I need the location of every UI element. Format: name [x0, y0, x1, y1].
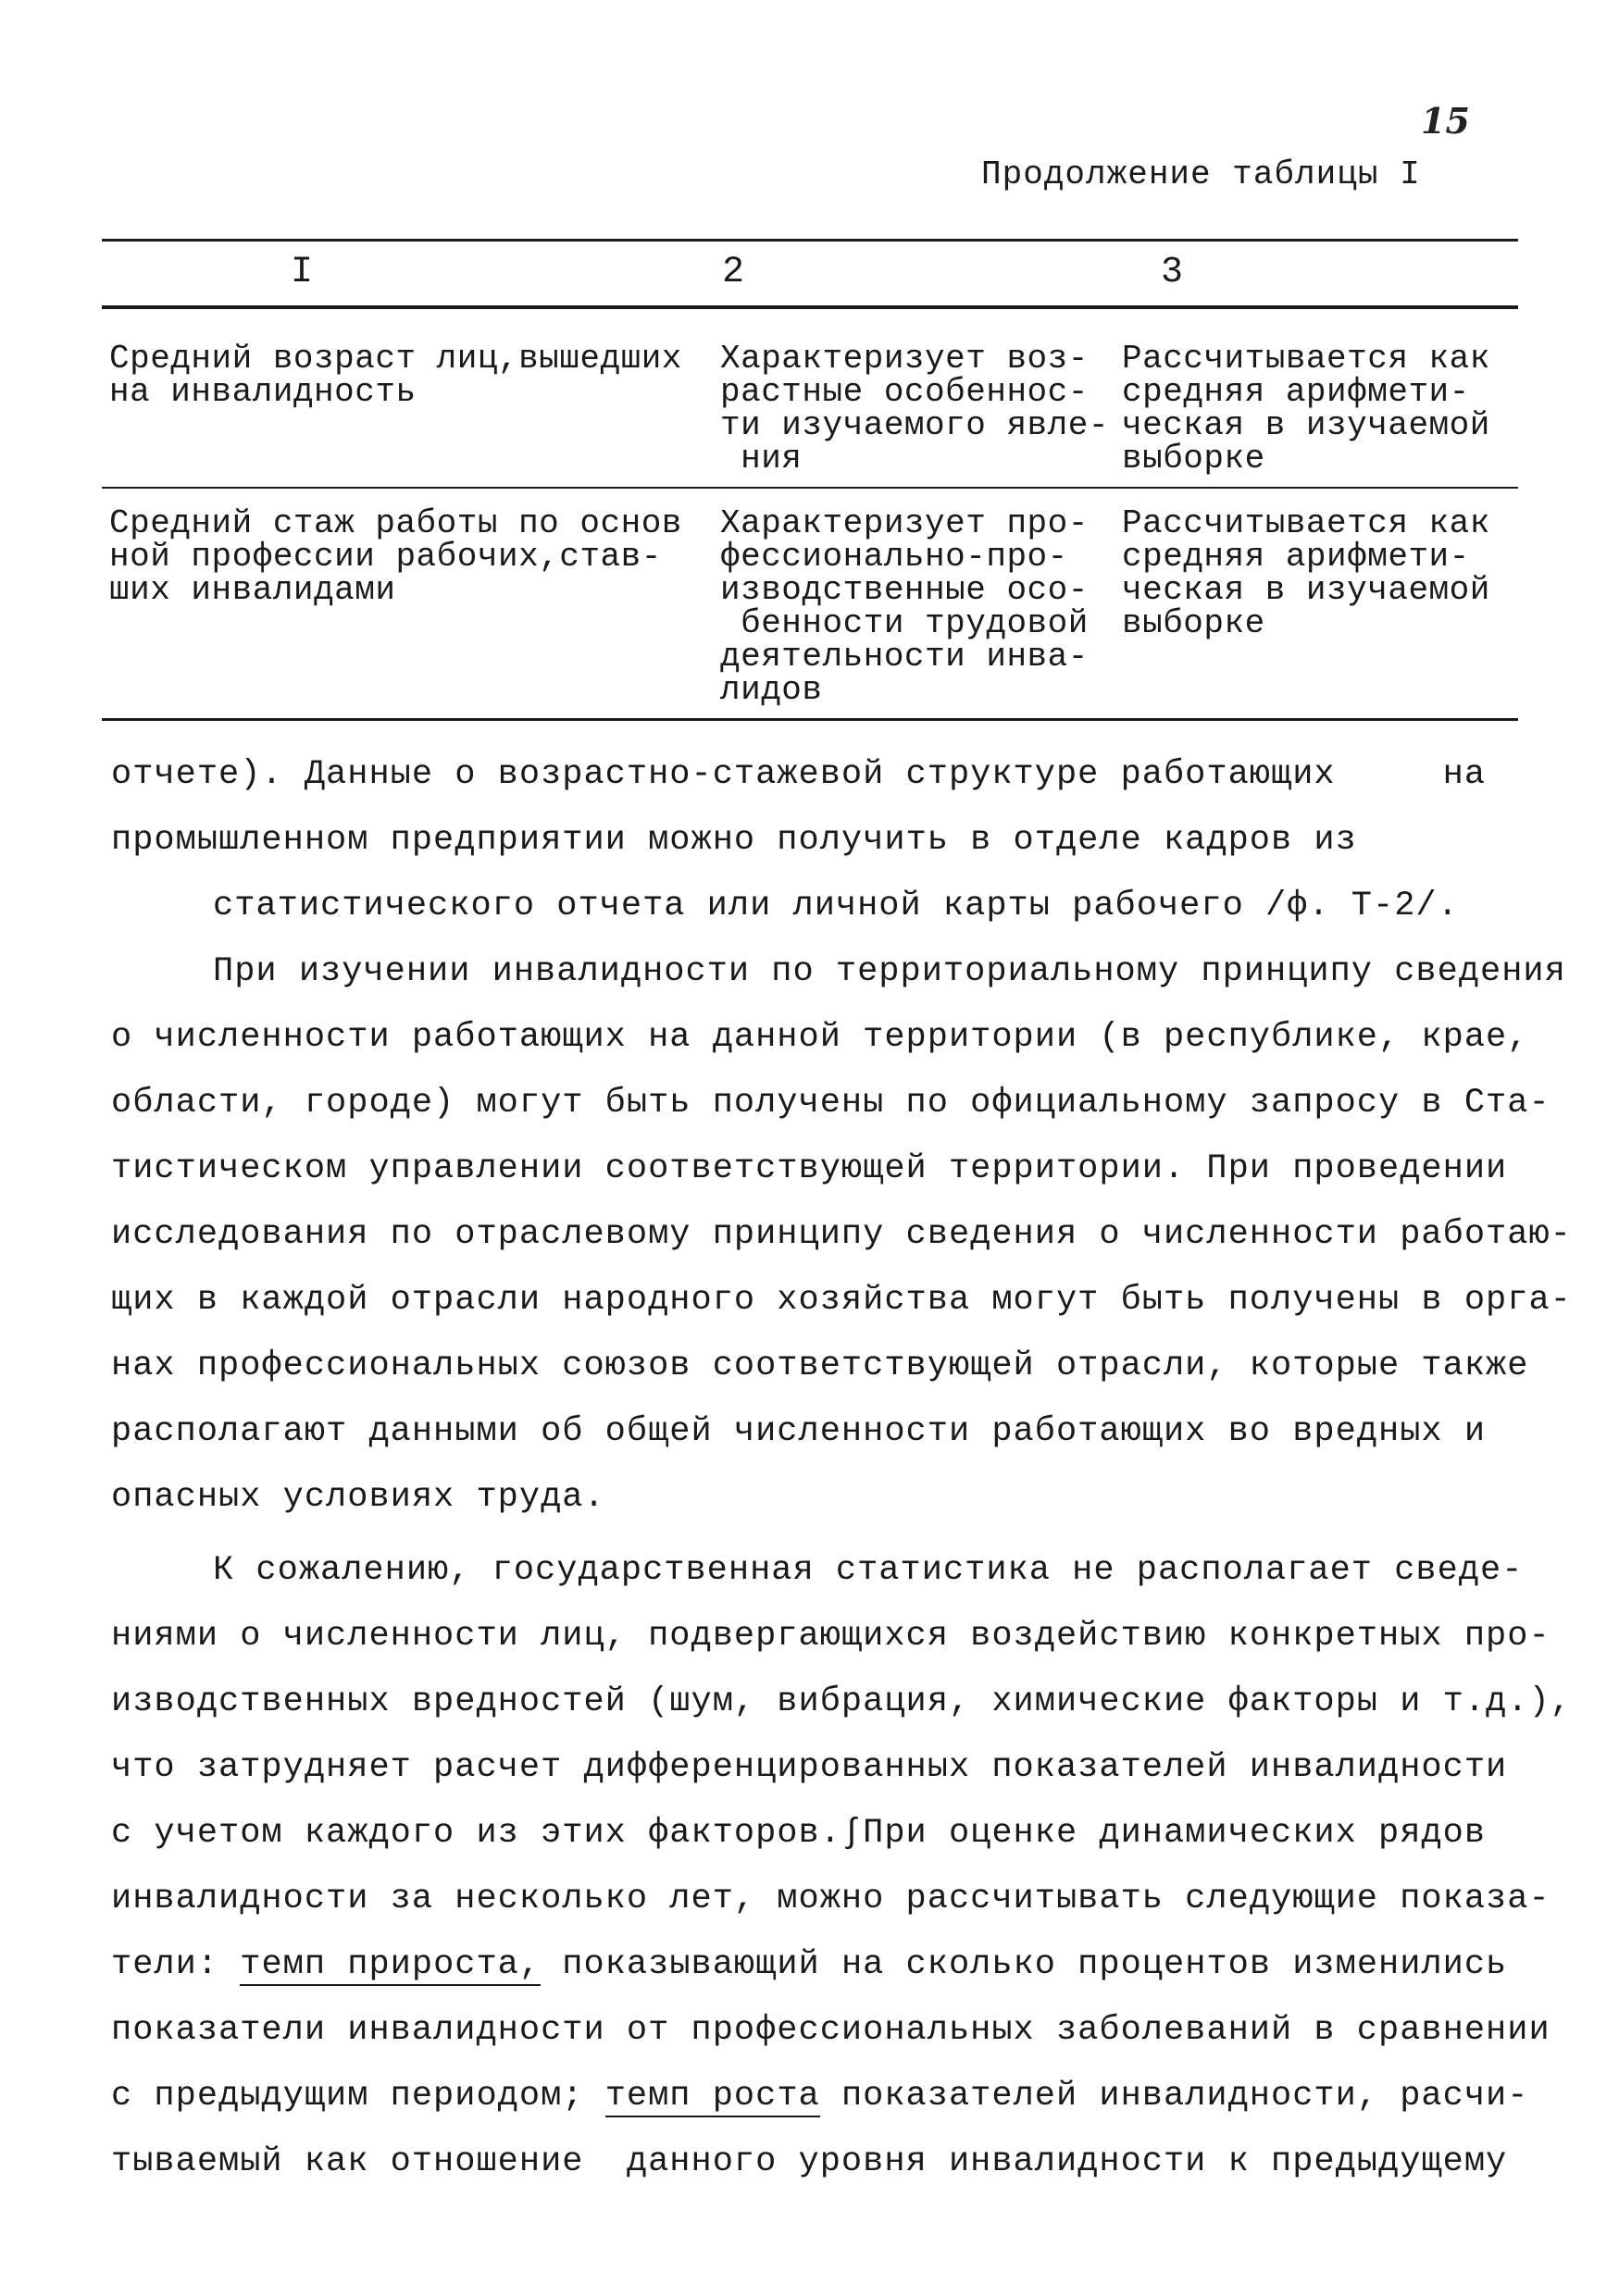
body-line: промышленном предприятии можно получить в отделе кадров из — [111, 821, 1357, 860]
table-row-divider — [102, 487, 1518, 489]
body-line: ниями о численности лиц, подвергающихся воздействию конкретных про- — [111, 1617, 1551, 1656]
table-caption: Продолжение таблицы I — [981, 155, 1421, 193]
body-line: щих в каждой отрасли народного хозяйства могут быть получены в орга- — [111, 1281, 1572, 1320]
table-row1-col3: Рассчитывается как средняя арифмети- ческая в изучаемой выборке — [1122, 340, 1490, 478]
body-line: инвалидности за несколько лет, можно рассчитывать следующие показа- — [111, 1880, 1551, 1918]
table-top-rule — [102, 239, 1518, 242]
body-line — [111, 2064, 1529, 2129]
table-header-col3: 3 — [1161, 252, 1184, 293]
paragraph-start: К сожалению, государственная статистика не располагает сведе- — [213, 1551, 1524, 1590]
body-text-span: показывающий на сколько процентов изменились — [541, 1945, 1508, 1984]
table-row2-col2: Характеризует про- фессионально-про- изводственные осо- бенности трудовой деятельности инва- лидов — [720, 504, 1089, 709]
body-line: с учетом каждого из этих факторов.∫При оценке динамических рядов — [111, 1814, 1487, 1853]
table-row2-col1: Средний стаж работы по основ ной профессии рабочих,став- ших инвалидами — [109, 504, 682, 609]
body-line: изводственных вредностей (шум, вибрация, химические факторы и т.д.), — [111, 1682, 1572, 1721]
body-line: тистическом управлении соответствующей территории. При проведении — [111, 1149, 1508, 1188]
table-header-col2: 2 — [722, 252, 745, 293]
term-growth-increment: темп прироста, — [240, 1945, 542, 1984]
body-text-span: показателей инвалидности, расчи- — [819, 2077, 1529, 2116]
paragraph-start: При изучении инвалидности по территориальному принципу сведения — [213, 952, 1566, 991]
body-line: тываемый как отношение данного уровня инвалидности к предыдущему — [111, 2142, 1508, 2181]
body-line: отчете). Данные о возрастно-стажевой структуре работающих на — [111, 755, 1487, 794]
body-line: опасных условиях труда. — [111, 1478, 605, 1517]
table-row2-col3: Рассчитывается как средняя арифмети- ческая в изучаемой выборке — [1122, 504, 1490, 642]
body-line: что затрудняет расчет дифференцированных показателей инвалидности — [111, 1748, 1508, 1787]
body-line: нах профессиональных союзов соответствующей отрасли, которые также — [111, 1347, 1529, 1385]
body-line: показатели инвалидности от профессиональных заболеваний в сравнении — [111, 2011, 1551, 2050]
body-line: исследования по отраслевому принципу сведения о численности работаю- — [111, 1215, 1572, 1254]
body-text-span: с предыдущим периодом; — [111, 2077, 605, 2116]
page-number: 15 — [1421, 100, 1470, 142]
body-line — [111, 1932, 1518, 1998]
table-row1-col2: Характеризует воз- растные особеннос- ти изучаемого явле- ния — [720, 340, 1109, 478]
body-text-span: тели: — [111, 1945, 241, 1984]
table-row1-col1: Средний возраст лиц,вышедших на инвалидность — [109, 340, 682, 411]
term-growth-rate: темп роста — [604, 2077, 820, 2116]
body-line: области, городе) могут быть получены по официальному запросу в Ста- — [111, 1084, 1551, 1123]
table-header-col1: I — [291, 252, 314, 293]
body-text — [111, 742, 1572, 2195]
body-line: располагают данными об общей численности работающих во вредных и — [111, 1412, 1487, 1451]
body-line: статистического отчета или личной карты рабочего /ф. Т-2/. — [213, 887, 1459, 925]
body-line: о численности работающих на данной территории (в республике, крае, — [111, 1018, 1529, 1057]
table-header-rule — [102, 305, 1518, 309]
table-bottom-rule — [102, 718, 1518, 721]
